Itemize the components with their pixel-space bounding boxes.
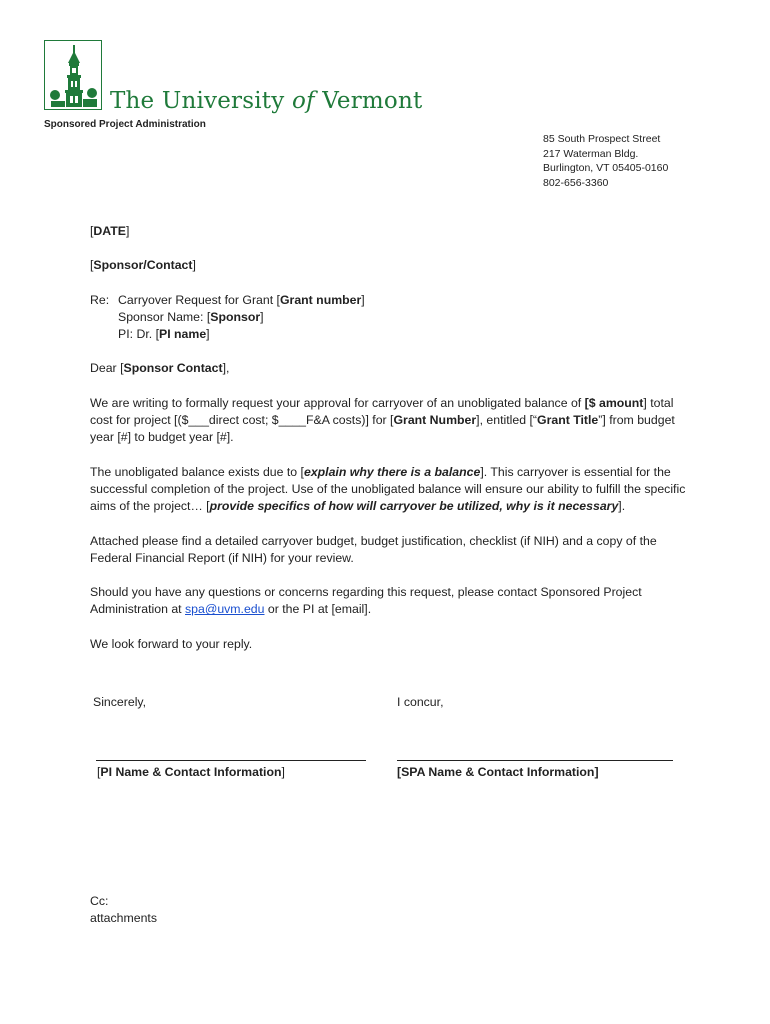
- amount-placeholder: [$ amount: [584, 395, 644, 410]
- salutation-pre: Dear [: [90, 361, 124, 376]
- sponsor-placeholder: Sponsor: [210, 309, 261, 324]
- paragraph-balance: [90, 464, 690, 516]
- p4-text-b: or the PI at [email].: [264, 602, 372, 617]
- re-block: [90, 292, 690, 344]
- explain-placeholder: explain why there is a balance: [303, 464, 481, 479]
- university-name: [110, 88, 422, 114]
- re-lines: [118, 292, 365, 344]
- letter-body: [90, 223, 690, 670]
- re-line-pi: PI: Dr. [PI name]: [118, 327, 210, 342]
- address-line: 217 Waterman Bldg.: [543, 147, 639, 160]
- address-line: 85 South Prospect Street: [543, 133, 661, 145]
- pi-contact-placeholder: PI Name & Contact Information: [100, 765, 282, 779]
- re-label: Re:: [90, 292, 110, 307]
- spa-email-link[interactable]: spa@uvm.edu: [185, 602, 265, 617]
- closing-sincerely: Sincerely,: [93, 695, 147, 709]
- pi-name-placeholder: PI name: [159, 327, 207, 342]
- uvm-tower-logo-icon: [44, 40, 102, 110]
- sig-left-open: [: [97, 765, 101, 779]
- p2-text-a: The unobligated balance exists due to [: [90, 464, 304, 479]
- address-line: Burlington, VT 05405-0160: [543, 162, 669, 174]
- paragraph-attachments: Attached please find a detailed carryover budget, budget justification, checklist (if NIH) and a copy of the Federal Financial Report (if NIH) for your review.: [90, 533, 657, 565]
- paragraph-request: [90, 395, 690, 447]
- date-placeholder: DATE: [93, 224, 126, 238]
- re-line-grant: Carryover Request for Grant [Grant number]: [118, 292, 365, 307]
- grant-title-placeholder: Grant Title: [537, 413, 599, 428]
- re-line-sponsor-text: Sponsor Name: [: [118, 309, 211, 324]
- address-phone: 802-656-3360: [543, 176, 609, 189]
- department-name: Sponsored Project Administration: [44, 119, 206, 130]
- university-name-post: Vermont: [314, 88, 423, 114]
- salutation-post: ],: [222, 361, 230, 376]
- re-line-sponsor: Sponsor Name: [Sponsor]: [118, 309, 264, 324]
- signature-pi-label: [97, 765, 285, 779]
- signature-line-spa: [397, 760, 673, 761]
- p1-text-b: ] total cost for project [($___direct cost; $____F&A costs)] for [: [90, 395, 674, 428]
- cc-block: [90, 893, 157, 928]
- sig-left-close: ]: [281, 765, 285, 779]
- cc-label: Cc:: [90, 894, 109, 908]
- university-name-of: of: [291, 88, 315, 114]
- p1-text-d: ”] from budget year [#] to budget year [#].: [90, 413, 675, 445]
- salutation-contact: Sponsor Contact: [123, 361, 223, 376]
- university-name-pre: The University: [110, 88, 292, 114]
- p4-text-a: Should you have any questions or concerns regarding this request, please contact Sponsored Project Administration at: [90, 585, 642, 617]
- grant-number-placeholder: Grant number: [279, 292, 362, 307]
- paragraph-closing: We look forward to your reply.: [90, 636, 253, 651]
- specifics-placeholder: provide specifics of how will carryover be utilized, why is it necessary: [209, 499, 619, 514]
- sponsor-contact-line: [Sponsor/Contact]: [90, 258, 196, 273]
- re-line-grant-text: Carryover Request for Grant [: [118, 292, 280, 307]
- re-line-pi-text: PI: Dr. [: [118, 327, 159, 342]
- paragraph-contact: [90, 584, 690, 619]
- p1-text-a: We are writing to formally request your approval for carryover of an unobligated balance of: [90, 395, 585, 410]
- salutation: [90, 360, 690, 377]
- p1-text-c: ], entitled [“: [476, 413, 537, 428]
- date-line: [DATE]: [90, 224, 130, 238]
- sponsor-contact-placeholder: Sponsor/Contact: [93, 258, 193, 273]
- closing-concur: I concur,: [397, 695, 444, 709]
- grant-number-placeholder-2: Grant Number: [393, 413, 477, 428]
- signature-spa-label: [SPA Name & Contact Information]: [397, 765, 599, 779]
- address-block: [543, 132, 668, 190]
- p2-text-c: ].: [618, 499, 626, 514]
- signature-line-pi: [96, 760, 366, 761]
- cc-value: attachments: [90, 911, 157, 926]
- p2-text-b: ]. This carryover is essential for the successful completion of the project. Use of the unobligated balance will ensure our ability to fulfill the specific aims of the project… [: [90, 464, 686, 514]
